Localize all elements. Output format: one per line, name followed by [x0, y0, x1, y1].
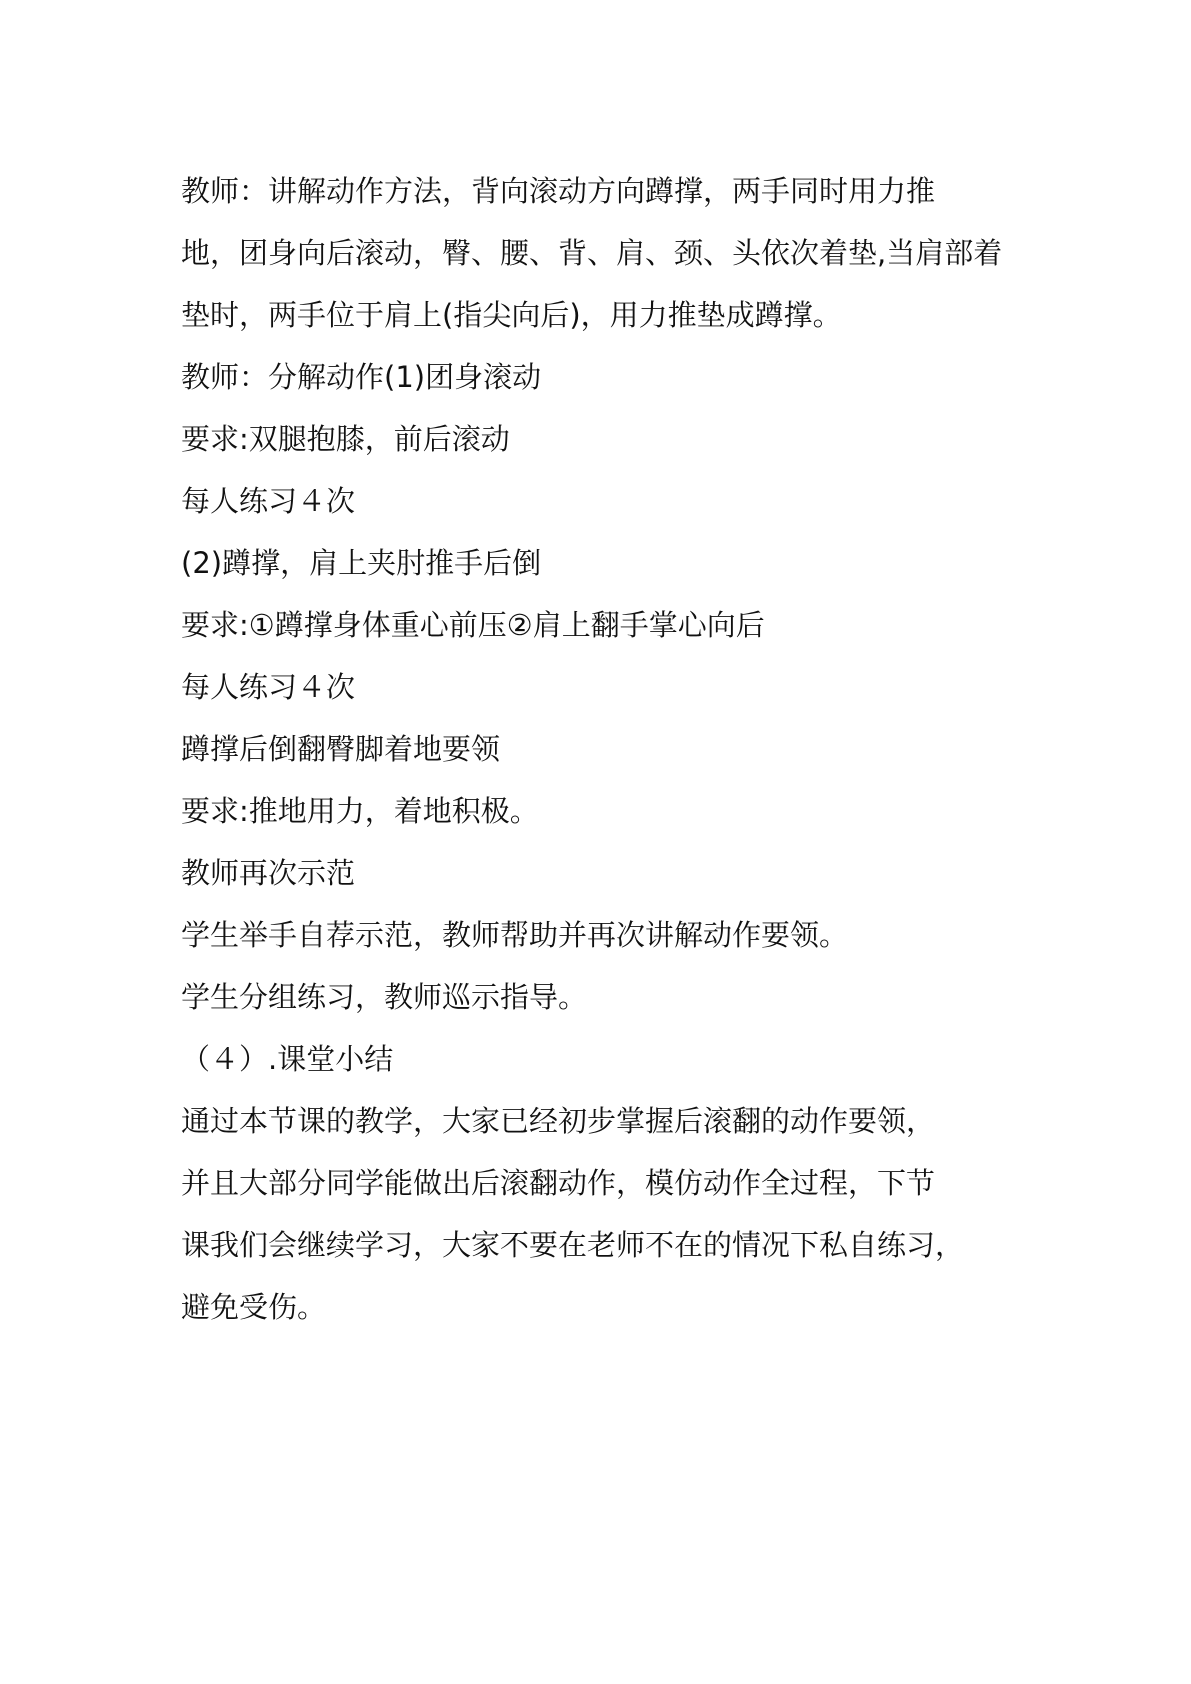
document-body: [181, 160, 1021, 1338]
paragraph-line: 学生举手自荐示范，教师帮助并再次讲解动作要领。: [181, 918, 849, 952]
paragraph-line: 要求:推地用力，着地积极。: [181, 794, 539, 828]
paragraph-line: 教师：讲解动作方法，背向滚动方向蹲撑，两手同时用力推: [181, 174, 936, 208]
paragraph-line: 教师：分解动作(1)团身滚动: [181, 360, 542, 394]
paragraph-line: 学生分组练习，教师巡示指导。: [181, 980, 588, 1014]
paragraph-line: 避免受伤。: [181, 1290, 327, 1324]
paragraph-line: 每人练习４次: [181, 670, 356, 704]
paragraph-line: 要求:①蹲撑身体重心前压②肩上翻手掌心向后: [181, 608, 765, 642]
paragraph-line: 课我们会继续学习，大家不要在老师不在的情况下私自练习，: [181, 1228, 965, 1262]
paragraph-line: 垫时，两手位于肩上(指尖向后)，用力推垫成蹲撑。: [181, 298, 842, 332]
paragraph-line: 并且大部分同学能做出后滚翻动作，模仿动作全过程，下节: [181, 1166, 936, 1200]
paragraph-line: (2)蹲撑，肩上夹肘推手后倒: [181, 546, 542, 580]
paragraph-line: 教师再次示范: [181, 856, 356, 890]
paragraph-line: 蹲撑后倒翻臀脚着地要领: [181, 732, 501, 766]
paragraph-line: 通过本节课的教学，大家已经初步掌握后滚翻的动作要领，: [181, 1104, 936, 1138]
paragraph-line: 要求:双腿抱膝，前后滚动: [181, 422, 510, 456]
paragraph-line: 每人练习４次: [181, 484, 356, 518]
paragraph-line: 地，团身向后滚动，臀、腰、背、肩、颈、头依次着垫,当肩部着: [181, 236, 1003, 270]
section-heading: （４）.课堂小结: [181, 1042, 394, 1076]
